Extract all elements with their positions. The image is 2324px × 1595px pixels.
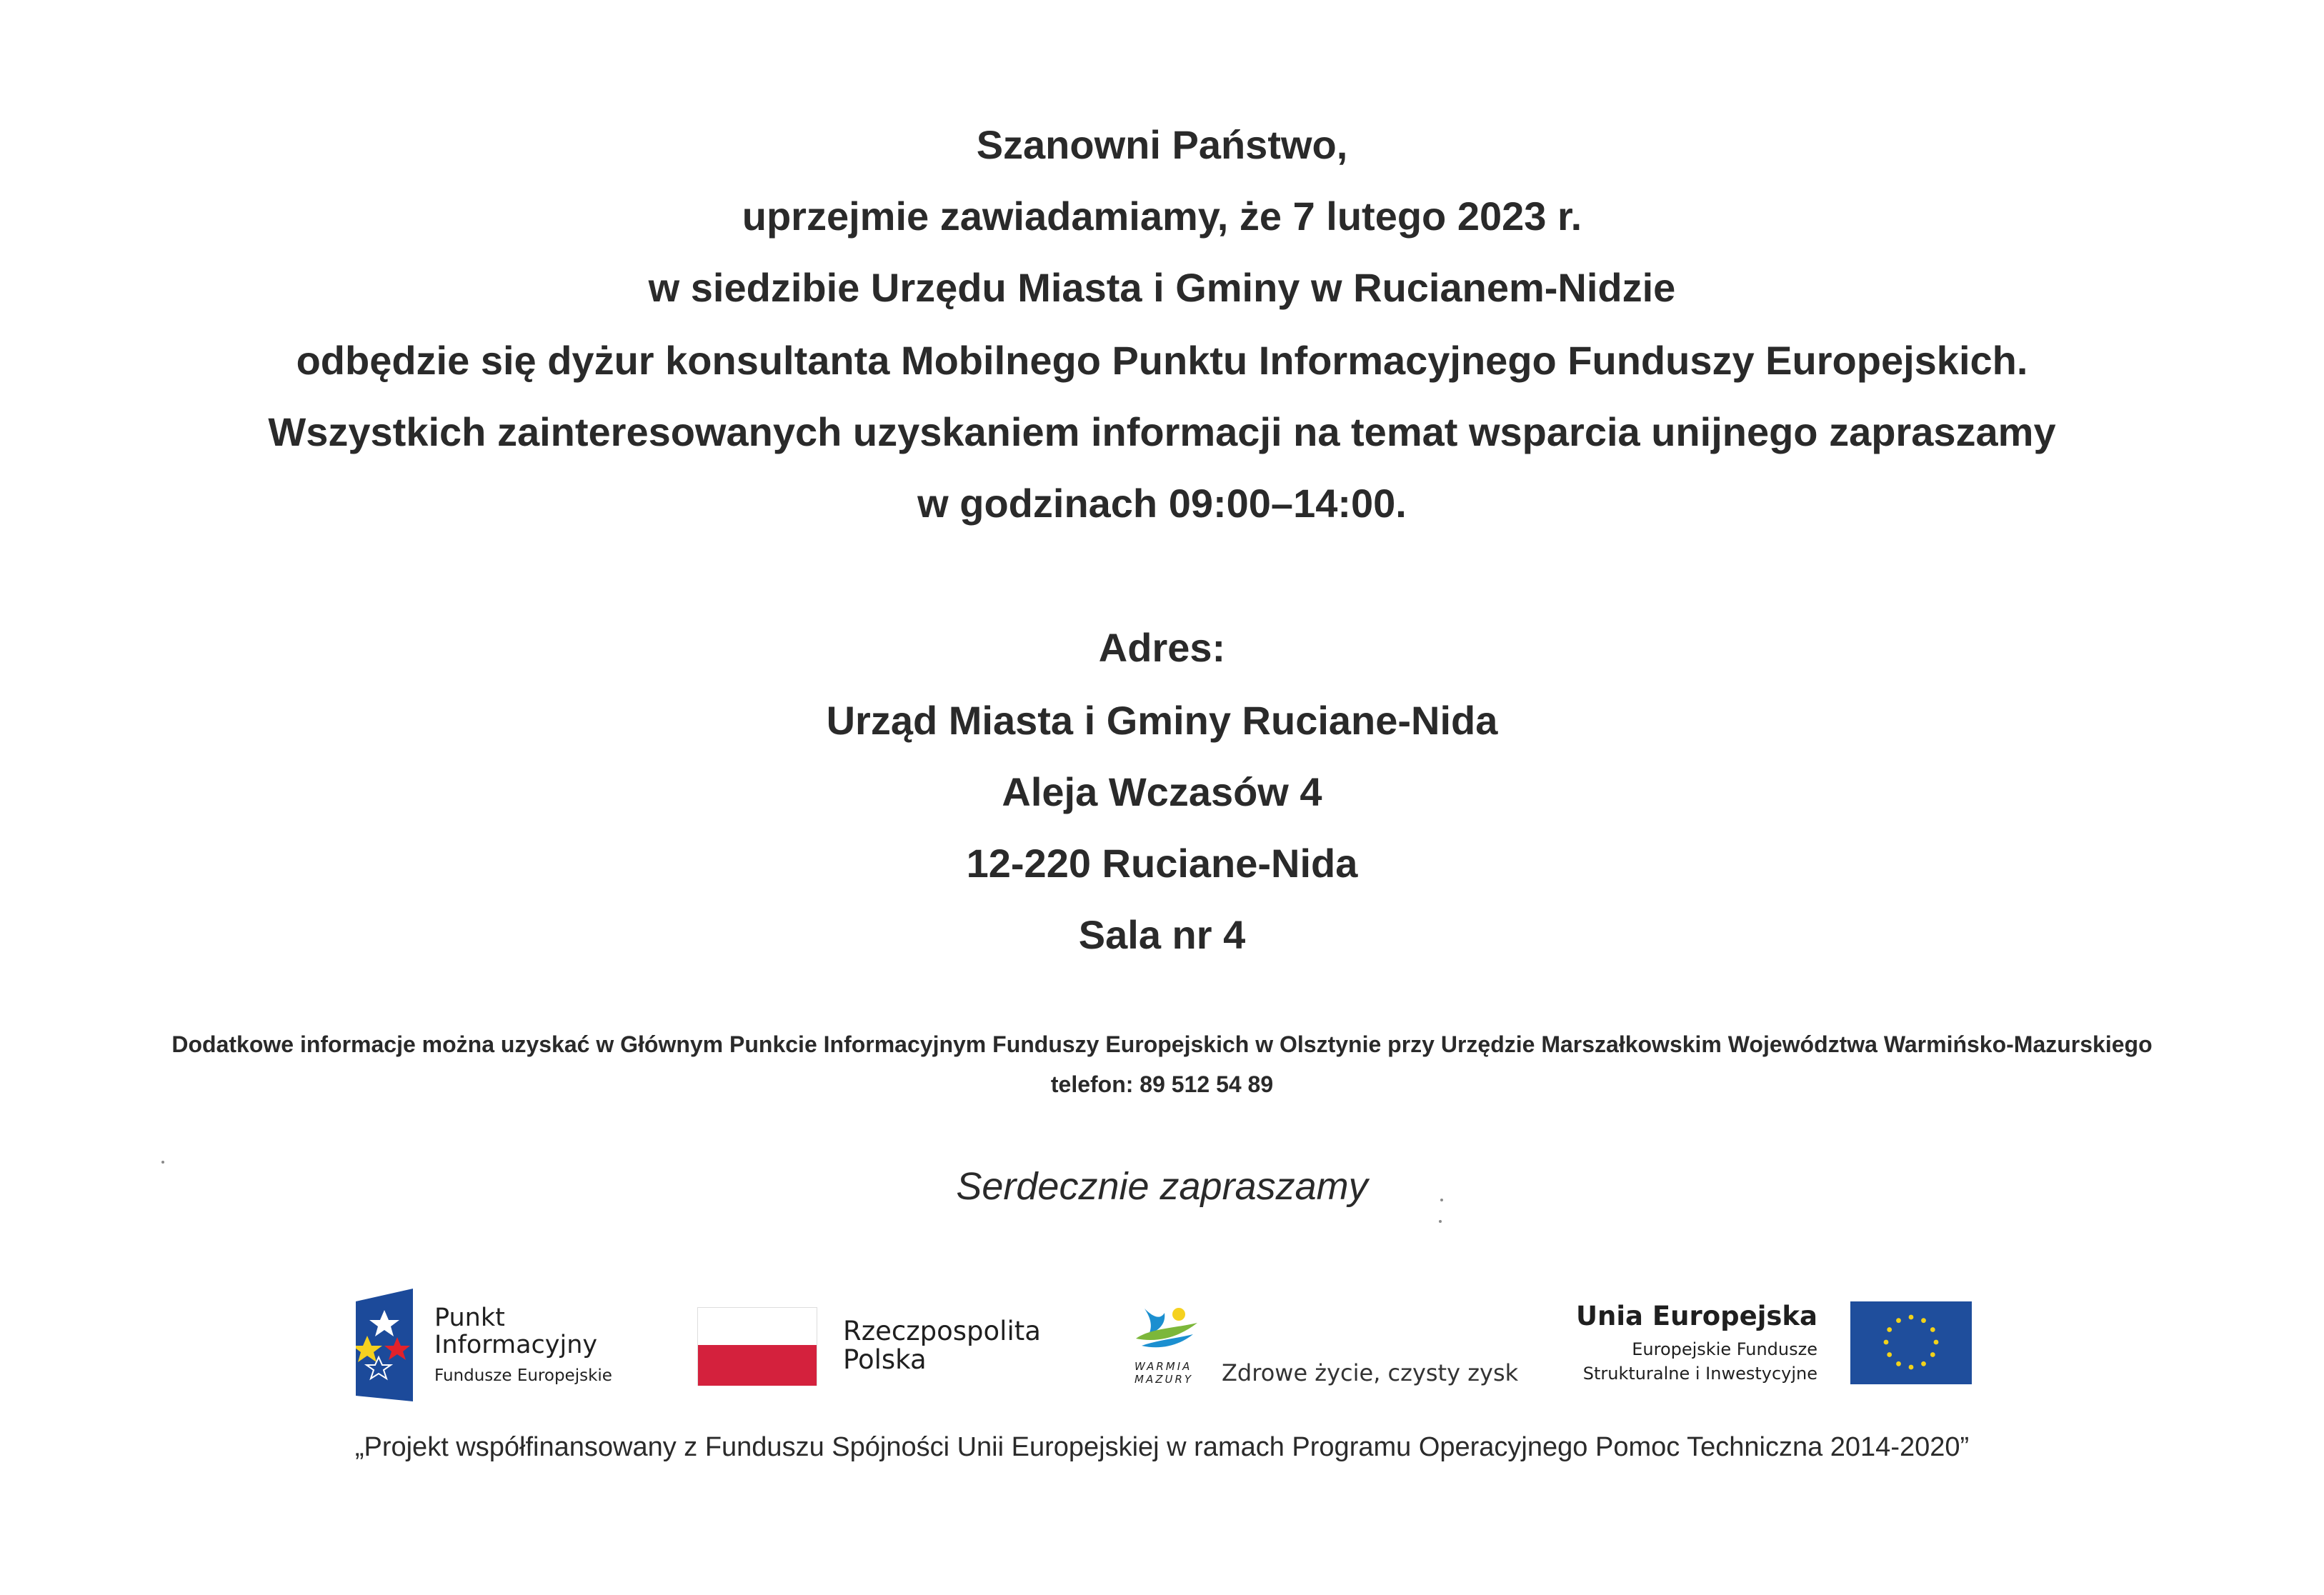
address-heading: Adres: (1098, 625, 1226, 670)
punkt-informacyjny-logo (356, 1289, 642, 1403)
punkt-line2: Informacyjny (434, 1331, 598, 1359)
address-street: Aleja Wczasów 4 (1002, 769, 1322, 814)
address-room: Sala nr 4 (1078, 912, 1246, 957)
rp-line1: Rzeczpospolita (843, 1316, 1041, 1346)
notice-invite-line: Wszystkich zainteresowanych uzyskaniem informacji na temat wsparcia unijnego zapraszamy (268, 409, 2056, 454)
scan-speck (161, 1161, 164, 1164)
warmia-mark-text-1: WARMIA (1134, 1360, 1192, 1373)
warmia-mazury-logo (1129, 1301, 1529, 1401)
warmia-slogan: Zdrowe życie, czysty zysk (1222, 1359, 1519, 1386)
notice-event-line: odbędzie się dyżur konsultanta Mobilnego Punktu Informacyjnego Funduszy Europejskich. (296, 338, 2028, 383)
eu-line3: Strukturalne i Inwestycyjne (1582, 1364, 1817, 1384)
additional-info-phone: telefon: 89 512 54 89 (1050, 1071, 1274, 1097)
notice-hours-line: w godzinach 09:00–14:00. (917, 481, 1407, 526)
invitation-text: Serdecznie zapraszamy (956, 1165, 1368, 1208)
rzeczpospolita-polska-logo (697, 1307, 1069, 1393)
footer-cofinancing-note: „Projekt współfinansowany z Funduszu Spójności Unii Europejskiej w ramach Programu Operacyjnego Pomoc Techniczna 2014-2020” (354, 1432, 1970, 1462)
scan-speck (1440, 1199, 1443, 1201)
notice-date-line: uprzejmie zawiadamiamy, że 7 lutego 2023 r. (742, 194, 1582, 239)
warmia-mazury-icon (1129, 1301, 1207, 1359)
eu-flag-icon (1850, 1301, 1972, 1384)
polish-flag-icon (697, 1307, 817, 1386)
address-office: Urząd Miasta i Gminy Ruciane-Nida (826, 698, 1498, 743)
warmia-mark-text-2: MAZURY (1134, 1373, 1194, 1386)
scan-speck (1439, 1220, 1442, 1223)
fundusze-europejskie-icon (356, 1289, 413, 1401)
eu-line1: Unia Europejska (1575, 1301, 1817, 1331)
eu-line2: Europejskie Fundusze (1632, 1339, 1817, 1359)
rp-line2: Polska (843, 1344, 927, 1375)
punkt-line1: Punkt (434, 1304, 505, 1332)
unia-europejska-logo (1572, 1291, 1972, 1399)
notice-location-line: w siedzibie Urzędu Miasta i Gminy w Rucianem-Nidzie (648, 265, 1676, 310)
punkt-line3: Fundusze Europejskie (434, 1366, 612, 1385)
greeting: Szanowni Państwo, (976, 122, 1348, 167)
additional-info-text: Dodatkowe informacje można uzyskać w Głównym Punkcie Informacyjnym Funduszy Europejskich w Olsztynie przy Urzędzie Marszałkowskim Województwa Warmińsko-Mazurskiego (171, 1031, 2153, 1057)
address-city: 12-220 Ruciane-Nida (966, 841, 1358, 886)
